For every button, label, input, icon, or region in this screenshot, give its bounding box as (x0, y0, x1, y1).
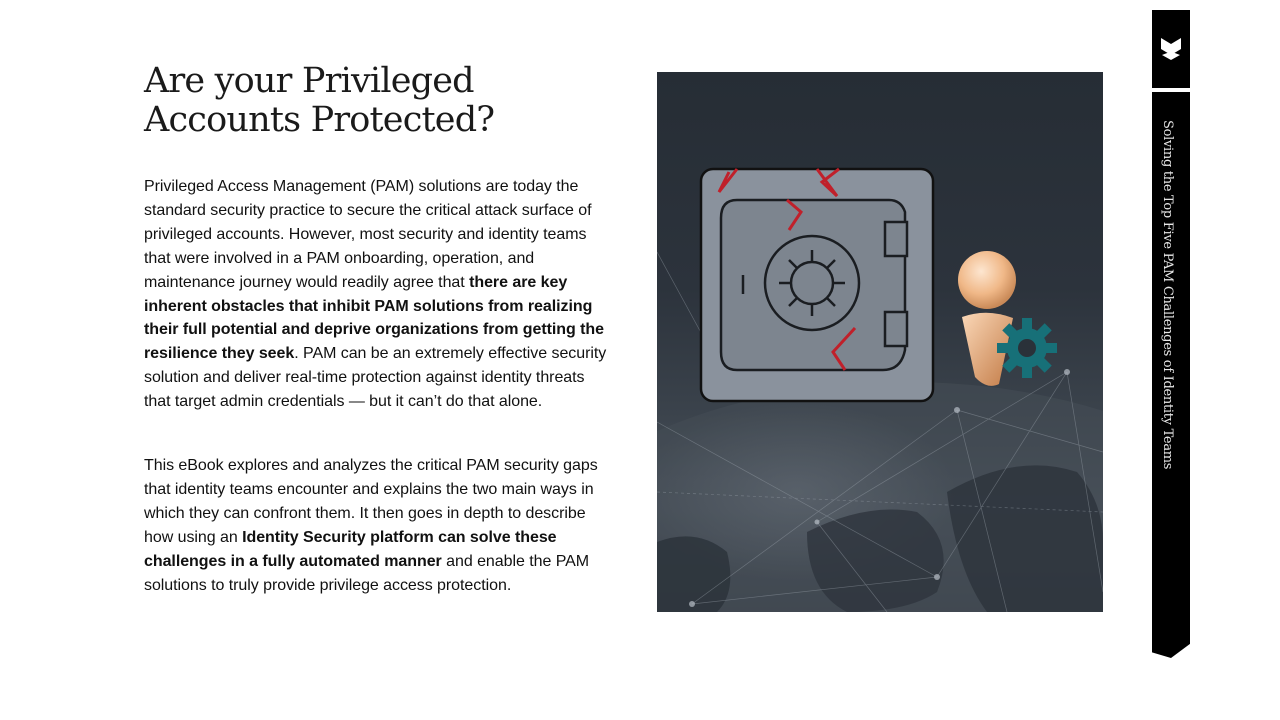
world-map (657, 72, 1103, 612)
ebook-text-1: This eBook explores and analyzes the critical PAM security gaps that identity teams encounter and explains the two main ways in which they can confront them. It then goes in depth to describe how using an (144, 457, 598, 546)
vault-icon (701, 169, 933, 401)
side-tab-label: Solving the Top Five PAM Challenges of Identity Teams (1160, 120, 1175, 470)
intro-text-1: Privileged Access Management (PAM) solutions are today the standard security practice to secure the critical attack surface of privileged accounts. However, most security and identity teams that were involved in a PAM onboarding, operation, and maintenance journey would readily agree that (144, 178, 592, 291)
user-gear-icon (958, 251, 1057, 386)
intro-paragraph (144, 175, 608, 414)
intro-text-2: . PAM can be an extremely effective security solution and deliver real-time protection against identity threats that target admin credentials — but it can’t do that alone. (144, 345, 607, 411)
ebook-paragraph (144, 454, 608, 597)
side-tab-toggle[interactable] (1152, 10, 1190, 88)
hero-image (657, 72, 1103, 612)
ebook-bold-text: Identity Security platform can solve these challenges in a fully automated manner (144, 528, 557, 570)
ebook-text-2: and enable the PAM solutions to truly provide privilege access protection. (144, 552, 590, 594)
page-title: Are your Privileged Accounts Protected? (144, 61, 495, 140)
intro-bold-text: there are key inherent obstacles that inhibit PAM solutions from realizing their full potential and deprive organizations from getting the resilience they seek (144, 273, 604, 363)
double-chevron-down-icon (1160, 37, 1182, 61)
